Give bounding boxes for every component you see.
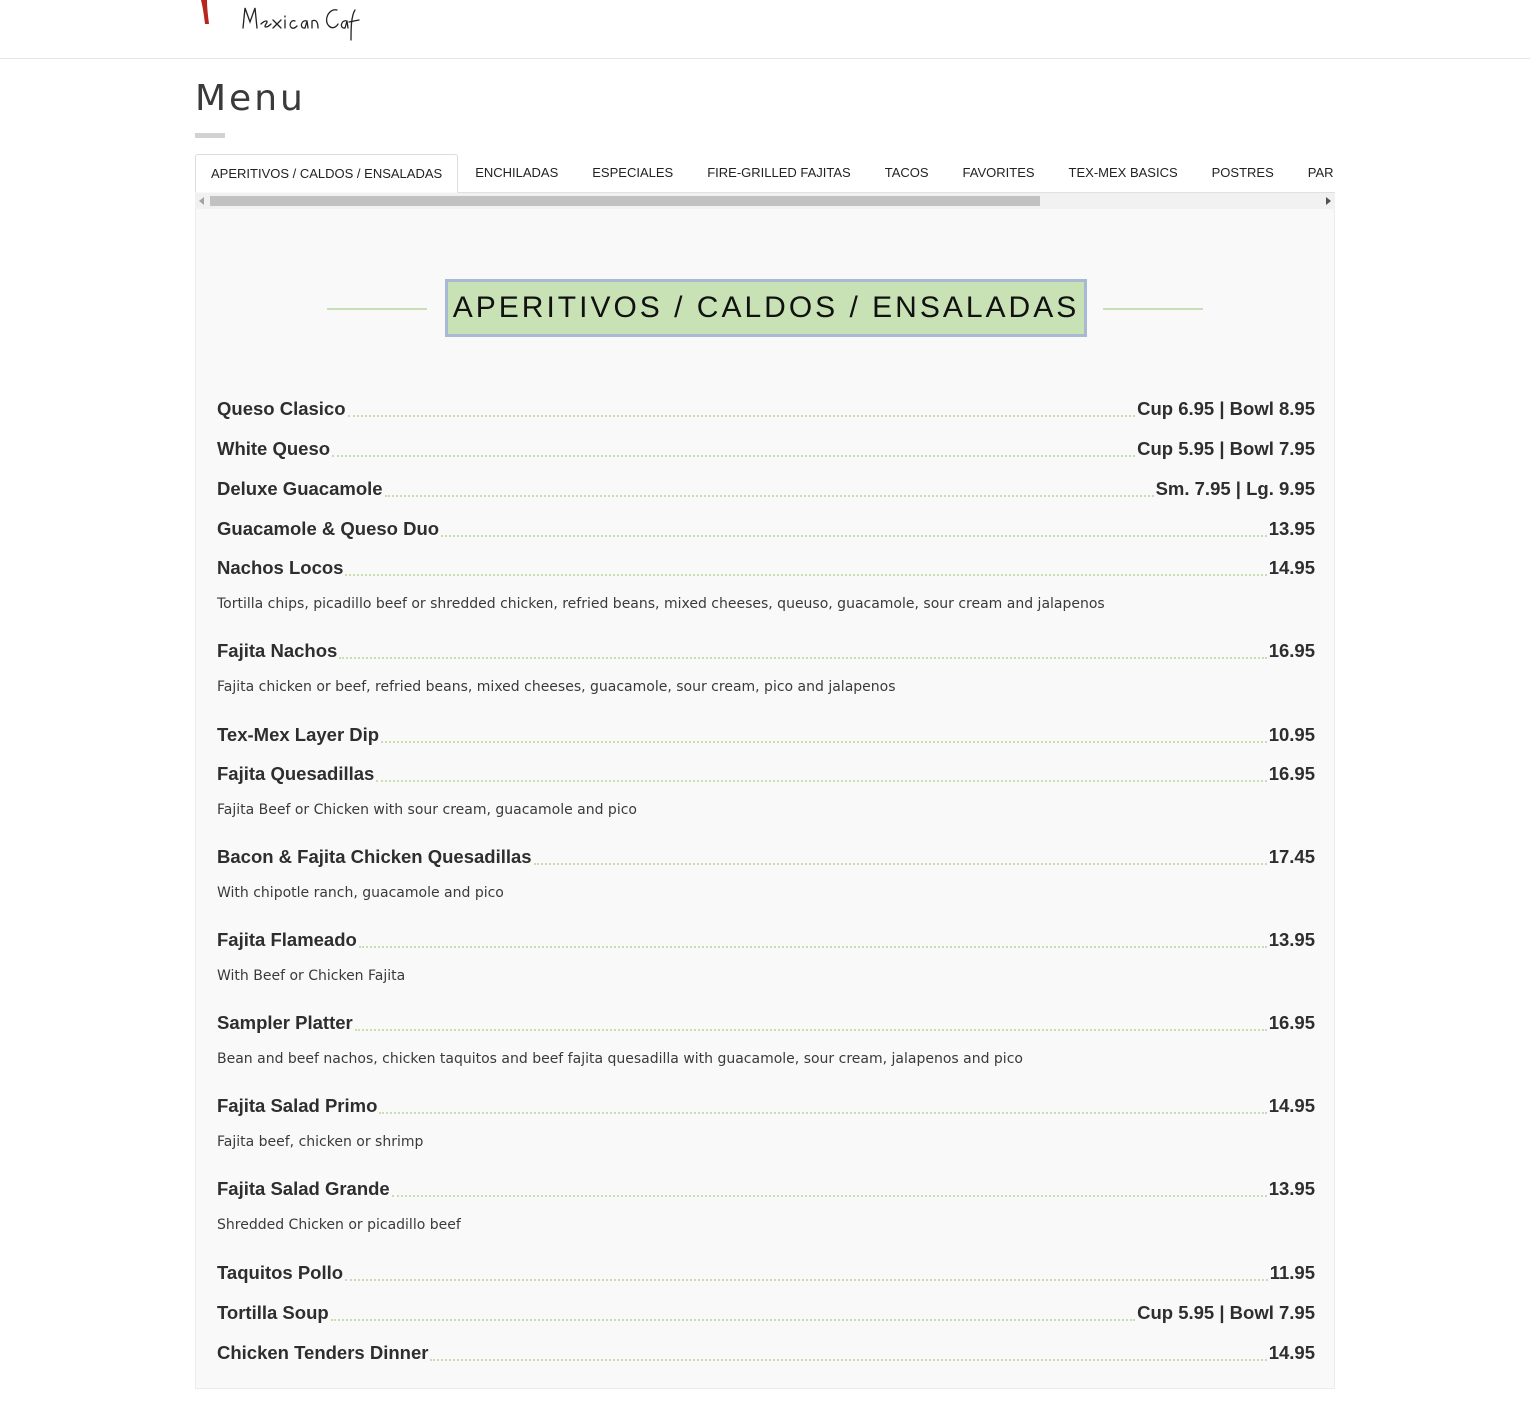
menu-item	[217, 1287, 1315, 1327]
heading-divider-right	[1103, 308, 1203, 310]
site-header	[0, 0, 1530, 59]
tab-strip	[195, 154, 1335, 193]
dot-leader	[441, 535, 1267, 537]
dot-leader	[348, 415, 1136, 417]
menu-item-name: Deluxe Guacamole	[217, 478, 383, 499]
menu-item-name: Tex-Mex Layer Dip	[217, 724, 380, 745]
dot-leader	[376, 780, 1266, 782]
tab-aperitivos[interactable]: APERITIVOS / CALDOS / ENSALADAS	[195, 154, 458, 193]
menu-item-price: 14.95	[1268, 557, 1315, 578]
dot-leader	[385, 495, 1154, 497]
menu-item	[217, 915, 1315, 954]
menu-item-price: 16.95	[1268, 1012, 1315, 1033]
title-underline	[195, 133, 225, 138]
tab-fire-grilled-fajitas[interactable]: FIRE-GRILLED FAJITAS	[707, 165, 851, 180]
menu-item	[217, 463, 1315, 503]
scroll-left-arrow-icon[interactable]	[199, 197, 204, 205]
mexican-cafe-logo[interactable]	[195, 0, 365, 42]
dot-leader	[359, 946, 1267, 948]
menu-item-name: Taquitos Pollo	[217, 1262, 344, 1283]
menu-item-price: 13.95	[1268, 1178, 1315, 1199]
menu-item	[217, 709, 1315, 749]
menu-item-name: White Queso	[217, 438, 331, 459]
dot-leader	[381, 741, 1267, 743]
menu-item-description: With Beef or Chicken Fajita	[217, 968, 406, 984]
dot-leader	[332, 455, 1135, 457]
scroll-thumb[interactable]	[210, 196, 1040, 206]
menu-item-description: Bean and beef nachos, chicken taquitos and beef fajita quesadilla with guacamole, sour cream, jalapenos and pico	[217, 1051, 1023, 1067]
menu-item	[217, 383, 1315, 423]
menu-item-price: Cup 5.95 | Bowl 7.95	[1137, 1302, 1315, 1323]
tab-enchiladas[interactable]: ENCHILADAS	[475, 165, 559, 180]
dot-leader	[379, 1112, 1266, 1114]
menu-item-name: Bacon & Fajita Chicken Quesadillas	[217, 846, 532, 867]
menu-item-name: Guacamole & Queso Duo	[217, 518, 440, 539]
menu-item-price: Cup 6.95 | Bowl 8.95	[1137, 398, 1315, 419]
menu-item-name: Chicken Tenders Dinner	[217, 1342, 429, 1363]
tab-postres[interactable]: POSTRES	[1211, 165, 1274, 180]
menu-item-price: 14.95	[1268, 1095, 1315, 1116]
menu-item-price: Sm. 7.95 | Lg. 9.95	[1155, 478, 1315, 499]
page-title: Menu	[195, 78, 306, 119]
scroll-right-arrow-icon[interactable]	[1326, 197, 1331, 205]
menu-item	[217, 1081, 1315, 1120]
menu-item-price: 16.95	[1268, 763, 1315, 784]
menu-item-name: Fajita Flameado	[217, 929, 357, 950]
menu-item-description: With chipotle ranch, guacamole and pico	[217, 885, 504, 901]
dot-leader	[534, 863, 1267, 865]
menu-panel	[195, 209, 1335, 1389]
menu-item-description: Fajita chicken or beef, refried beans, mixed cheeses, guacamole, sour cream, pico and jalapenos	[217, 679, 896, 695]
tab-favorites[interactable]: FAVORITES	[962, 165, 1035, 180]
menu-item	[217, 503, 1315, 543]
tab-tex-mex-basics[interactable]: TEX-MEX BASICS	[1068, 165, 1178, 180]
menu-item-name: Sampler Platter	[217, 1012, 353, 1033]
menu-item-name: Queso Clasico	[217, 398, 346, 419]
menu-item-description: Tortilla chips, picadillo beef or shredded chicken, refried beans, mixed cheeses, queuso, guacamole, sour cream and jalapenos	[217, 596, 1105, 612]
menu-item	[217, 1164, 1315, 1203]
menu-item-price: 13.95	[1268, 929, 1315, 950]
menu-item-name: Fajita Nachos	[217, 640, 338, 661]
menu-item-price: 17.45	[1268, 846, 1315, 867]
menu-item-name: Fajita Salad Grande	[217, 1178, 390, 1199]
menu-items	[217, 383, 1315, 1367]
dot-leader	[430, 1359, 1266, 1361]
tabs-scrollbar[interactable]	[195, 193, 1335, 209]
menu-item	[217, 749, 1315, 788]
menu-item	[217, 832, 1315, 871]
menu-item-description: Fajita beef, chicken or shrimp	[217, 1134, 424, 1150]
menu-item-name: Nachos Locos	[217, 557, 344, 578]
menu-item-name: Tortilla Soup	[217, 1302, 329, 1323]
menu-item-price: 13.95	[1268, 518, 1315, 539]
menu-item-price: 14.95	[1268, 1342, 1315, 1363]
dot-leader	[355, 1029, 1267, 1031]
dot-leader	[392, 1195, 1267, 1197]
menu-item-name: Fajita Quesadillas	[217, 763, 375, 784]
menu-item-price: Cup 5.95 | Bowl 7.95	[1137, 438, 1315, 459]
tab-partial[interactable]: PAR	[1307, 165, 1334, 180]
menu-item	[217, 1247, 1315, 1287]
menu-item	[217, 543, 1315, 582]
dot-leader	[339, 657, 1266, 659]
menu-item	[217, 1327, 1315, 1367]
menu-item-price: 16.95	[1268, 640, 1315, 661]
menu-item	[217, 423, 1315, 463]
menu-item-description: Shredded Chicken or picadillo beef	[217, 1217, 461, 1233]
menu-item-name: Fajita Salad Primo	[217, 1095, 378, 1116]
section-heading: APERITIVOS / CALDOS / ENSALADAS	[445, 279, 1087, 337]
dot-leader	[345, 1279, 1268, 1281]
menu-item	[217, 626, 1315, 665]
menu-item-price: 10.95	[1268, 724, 1315, 745]
heading-divider-left	[327, 308, 427, 310]
menu-tabs	[195, 154, 1335, 209]
dot-leader	[345, 574, 1266, 576]
menu-item-description: Fajita Beef or Chicken with sour cream, guacamole and pico	[217, 802, 637, 818]
tab-especiales[interactable]: ESPECIALES	[592, 165, 674, 180]
menu-item	[217, 998, 1315, 1037]
menu-item-price: 11.95	[1269, 1262, 1315, 1283]
tab-tacos[interactable]: TACOS	[884, 165, 929, 180]
dot-leader	[331, 1319, 1135, 1321]
